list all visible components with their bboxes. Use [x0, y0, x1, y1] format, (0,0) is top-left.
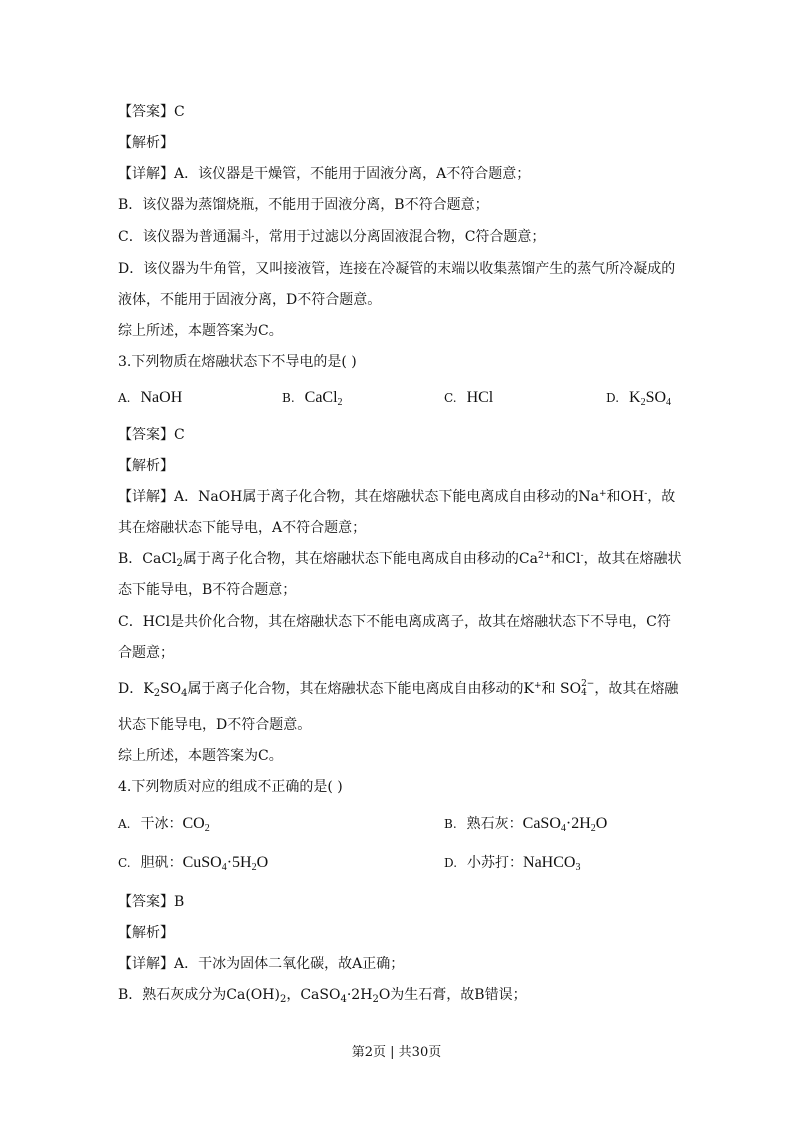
- q4-option-d: D. 小苏打：NaHCO$_3$: [444, 854, 581, 873]
- q3-option-a: A. NaOH: [118, 389, 183, 406]
- detail-q3-c-line2: 合题意；: [118, 645, 174, 661]
- answer-q3: 【答案】C: [118, 427, 185, 443]
- detail-q3-b-line2: 态下能导电，B不符合题意；: [118, 582, 297, 598]
- detail-q2-b: B．该仪器为蒸馏烧瓶，不能用于固液分离，B不符合题意；: [118, 197, 489, 213]
- summary-q3: 综上所述，本题答案为C。: [118, 748, 283, 764]
- detail-q3-c-line1: C．HCl是共价化合物，其在熔融状态下不能电离成离子，故其在熔融状态下不导电，C符: [118, 614, 671, 630]
- question-4: 4.下列物质对应的组成不正确的是( ): [118, 779, 343, 795]
- answer-q2: 【答案】C: [118, 104, 185, 120]
- detail-q3-d-line1: D．$K_2SO_4$属于离子化合物，其在熔融状态下能电离成自由移动的K+和 SO2− 4 ，故其在熔融: [118, 679, 679, 699]
- page-footer: 第2页 | 共30页: [351, 1045, 442, 1060]
- question-3: 3.下列物质在熔融状态下不导电的是( ): [118, 354, 357, 370]
- detail-q3-a-line2: 其在熔融状态下能导电，A不符合题意；: [118, 520, 367, 536]
- detail-q3-b-line1: B．CaCl$_2$属于离子化合物，其在熔融状态下能电离成自由移动的$Ca^{2+}$和Cl-，故其在熔融状: [118, 551, 682, 569]
- q4-option-b: B. 熟石灰：$CaSO_4\cdot 2H_2O$: [444, 815, 608, 834]
- analysis-heading-q3: 【解析】: [118, 458, 174, 474]
- detail-q2-a: 【详解】A．该仪器是干燥管，不能用于固液分离，A不符合题意；: [118, 166, 531, 182]
- detail-q3-d-line2: 状态下能导电，D不符合题意。: [118, 717, 312, 733]
- detail-q3-a-line1: 【详解】A．NaOH属于离子化合物，其在熔融状态下能电离成自由移动的Na+和OH-，故: [118, 489, 676, 505]
- analysis-heading-q4: 【解析】: [118, 925, 174, 941]
- q3-option-b: B. CaCl$_2$: [282, 389, 343, 408]
- analysis-heading-q2: 【解析】: [118, 135, 174, 151]
- sulfate-ion: SO2− 4: [559, 679, 595, 698]
- q4-option-a: A. 干冰：$CO_2$: [118, 815, 210, 834]
- detail-q4-a: 【详解】A．干冰为固体二氧化碳，故A正确；: [118, 956, 405, 972]
- q4-option-c: C. 胆矾：$CuSO_4\cdot 5H_2O$: [118, 854, 269, 873]
- detail-q2-d-line2: 液体，不能用于固液分离，D不符合题意。: [118, 292, 382, 308]
- detail-q2-d-line1: D．该仪器为牛角管，又叫接液管，连接在冷凝管的末端以收集蒸馏产生的蒸气所冷凝成的: [118, 261, 676, 277]
- answer-q4: 【答案】B: [118, 894, 185, 910]
- detail-q4-b: B．熟石灰成分为$Ca(OH)_2$，$CaSO_4\cdot 2H_2O$为生石膏，故B错误；: [118, 987, 527, 1005]
- q3-option-c: C. HCl: [444, 389, 494, 406]
- detail-q2-c: C．该仪器为普通漏斗，常用于过滤以分离固液混合物，C符合题意；: [118, 229, 546, 245]
- summary-q2: 综上所述，本题答案为C。: [118, 323, 283, 339]
- q3-option-d: D. $K_2SO_4$: [606, 389, 672, 408]
